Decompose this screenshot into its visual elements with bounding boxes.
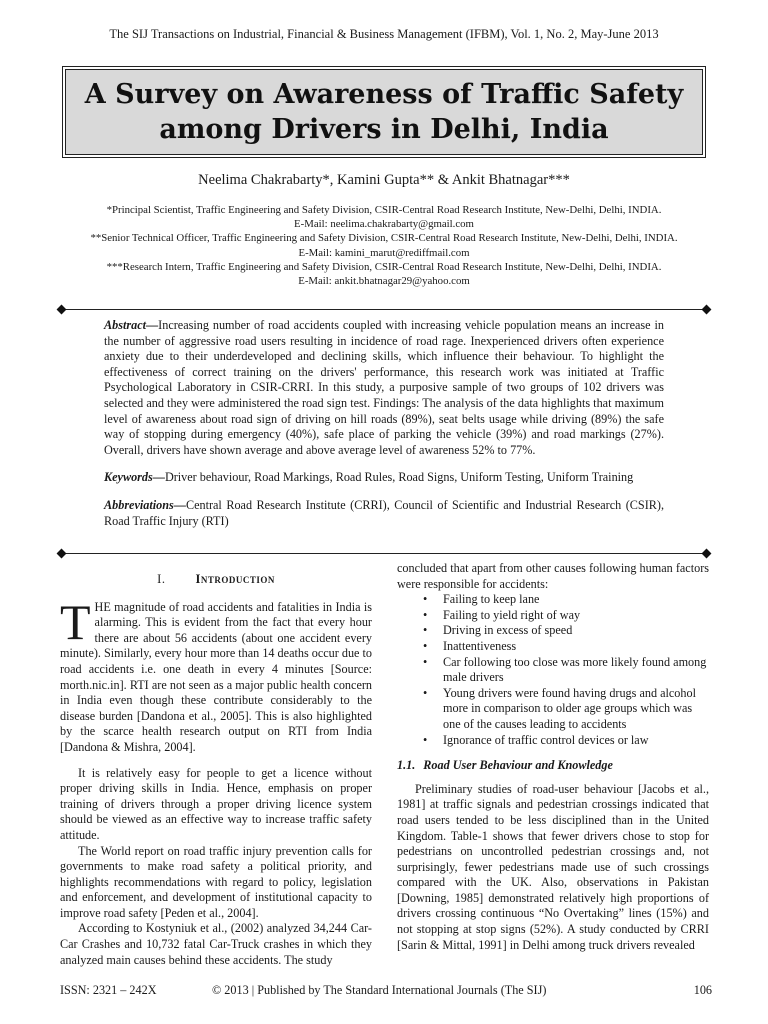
divider-top-right-diamond xyxy=(702,305,712,315)
section-heading xyxy=(60,572,372,588)
list-item: • Inattentiveness xyxy=(413,639,709,655)
divider-bottom xyxy=(62,553,706,554)
keywords-label: Keywords— xyxy=(104,470,165,485)
paper-title xyxy=(75,77,693,147)
continued-paragraph: concluded that apart from other causes following human factors were responsible for accidents: xyxy=(397,561,709,591)
divider-bottom-right-diamond xyxy=(702,549,712,559)
intro-paragraph-2: It is relatively easy for people to get a licence without proper driving skills in India. Hence, emphasis on proper training of drivers through a proper driving licence system should be viewed as an effective way to increase traffic safety attitude. xyxy=(60,765,372,842)
list-item: • Car following too close was more likely found among male drivers xyxy=(413,655,709,686)
abstract-text: Increasing number of road accidents coupled with increasing vehicle population means an increase in the number of aggressive road users resulting in incidence of road rage. Inexperienced drivers often experience anxiety due to their underdeveloped and declining skills, which influence their behaviour. To highlight the effectiveness of correct training on the drivers' performance, this research work was initiated at Traffic Psychological Laboratory in CSIR-CRRI. In this study, a purposive sample of two groups of 102 drivers was selected and they were administered the road sign test. Findings: The analysis of the data highlights that maximum level of awareness about road sign of driving on hill roads (89%), seat belts usage while driving (89%) the safe way of stopping during emergency (40%), safe place of parking the vehicle (39%) and road markings (27%). Overall, drivers have shown average and above average level of awareness 52% to 77%. xyxy=(104,318,664,457)
page-number: 106 xyxy=(693,983,712,997)
abstract-paragraph xyxy=(104,318,664,458)
affiliation-1-email: E-Mail: neelima.chakrabarty@gmail.com xyxy=(294,218,474,231)
title-line-1: A Survey on Awareness of Traffic Safety xyxy=(84,79,684,110)
affiliation-3: ***Research Intern, Traffic Engineering and Safety Division, CSIR-Central Road Research Institute, New-Delhi, Delhi, INDIA. xyxy=(106,260,662,273)
divider-bottom-left-diamond xyxy=(57,549,67,559)
footer-publisher: © 2013 | Published by The Standard International Journals (The SIJ) xyxy=(212,983,547,997)
affiliation-2-email: E-Mail: kamini_marut@rediffmail.com xyxy=(298,246,470,259)
intro-paragraph-4: According to Kostyniuk et al., (2002) analyzed 34,244 Car-Car Crashes and 10,732 fatal Car-Truck crashes in which they analyzed main causes behind these accidents. The study xyxy=(60,921,372,967)
abstract-section xyxy=(104,318,664,539)
drop-cap: T xyxy=(60,593,91,650)
divider-top xyxy=(62,309,706,310)
divider-top-left-diamond xyxy=(57,305,67,315)
subsection-paragraph: Preliminary studies of road-user behaviour [Jacobs et al., 1981] at traffic signals and pedestrian crossings indicated that road users tended to be less disciplined than in the United Kingdom. Table-1 shows that fewer drivers chose to stop for pedestrians on uncontrolled pedestrian crossings and, not surprisingly, fewer pedestrians made use of such crossings compared with the UK. Also, observations in Pakistan [Downing, 1985] demonstrated relatively high proportions of drivers crossing continuous “No Overtaking” lines (15%) and not stopping at stop signs (52%). A study conducted by CRRI [Sarin & Mittal, 1991] in Delhi among truck drivers revealed xyxy=(397,781,709,952)
subsection-number: 1.1. xyxy=(397,758,416,773)
list-item: • Failing to keep lane xyxy=(413,592,709,608)
title-line-2: among Drivers in Delhi, India xyxy=(159,114,609,145)
subsection-heading xyxy=(397,758,709,774)
left-column xyxy=(60,572,372,968)
keywords-paragraph xyxy=(104,470,664,486)
abstract-label: Abstract— xyxy=(104,318,159,332)
section-title: Introduction xyxy=(195,572,275,586)
keywords-text: Driver behaviour, Road Markings, Road Rules, Road Signs, Uniform Testing, Uniform Training xyxy=(164,470,634,485)
list-item: • Driving in excess of speed xyxy=(413,623,709,639)
affiliation-3-email: E-Mail: ankit.bhatnagar29@yahoo.com xyxy=(298,275,470,288)
list-item: • Failing to yield right of way xyxy=(413,608,709,624)
affiliation-2: **Senior Technical Officer, Traffic Engineering and Safety Division, CSIR-Central Road Research Institute, New-Delhi, Delhi, INDIA. xyxy=(90,232,678,245)
abbreviations-label: Abbreviations— xyxy=(104,497,186,512)
authors: Neelima Chakrabarty*, Kamini Gupta** & Ankit Bhatnagar*** xyxy=(198,172,570,188)
human-factors-list xyxy=(397,592,709,748)
intro-paragraph-1 xyxy=(60,593,372,756)
affiliations xyxy=(0,203,768,288)
list-item: • Ignorance of traffic control devices or law xyxy=(413,733,709,749)
subsection-title: Road User Behaviour and Knowledge xyxy=(423,758,613,773)
right-column xyxy=(397,561,709,953)
affiliation-1: *Principal Scientist, Traffic Engineering and Safety Division, CSIR-Central Road Research Institute, New-Delhi, Delhi, INDIA. xyxy=(106,204,662,216)
journal-header: The SIJ Transactions on Industrial, Financial & Business Management (IFBM), Vol. 1, No. 2, May-June 2013 xyxy=(109,27,659,41)
abbreviations-paragraph xyxy=(104,498,664,529)
intro-paragraph-3: The World report on road traffic injury prevention calls for governments to make road safety a political priority, and highlights recommendations with regard to policy, legislation and enforcement, and development of institutional capacity to improve road safety [Peden et al., 2004]. xyxy=(60,843,372,920)
list-item: • Young drivers were found having drugs and alcohol more in comparison to older age groups which was one of the causes leading to accidents xyxy=(413,686,709,733)
title-box xyxy=(62,66,706,158)
intro-paragraph-1-text: HE magnitude of road accidents and fatalities in India is alarming. This is evident from the fact that every hour there are about 56 accidents (about one accident every minute). Similarly, every hour more than 14 deaths occur due to road accidents i.e. one death in every 4 minutes [Source: morth.nic.in]. RTI are not seen as a major public health concern in India even though these contribute considerably to the disease burden [Dandona et al., 2005]. This is also highlighted by the scarce health research output on RTI from India [Dandona & Mishra, 2004]. xyxy=(60,599,372,754)
footer-issn: ISSN: 2321 – 242X xyxy=(60,983,157,997)
abbreviations-text: Central Road Research Institute (CRRI), Council of Scientific and Industrial Research (CSIR), Road Traffic Injury (RTI) xyxy=(104,497,664,528)
section-number: I. xyxy=(157,572,166,586)
